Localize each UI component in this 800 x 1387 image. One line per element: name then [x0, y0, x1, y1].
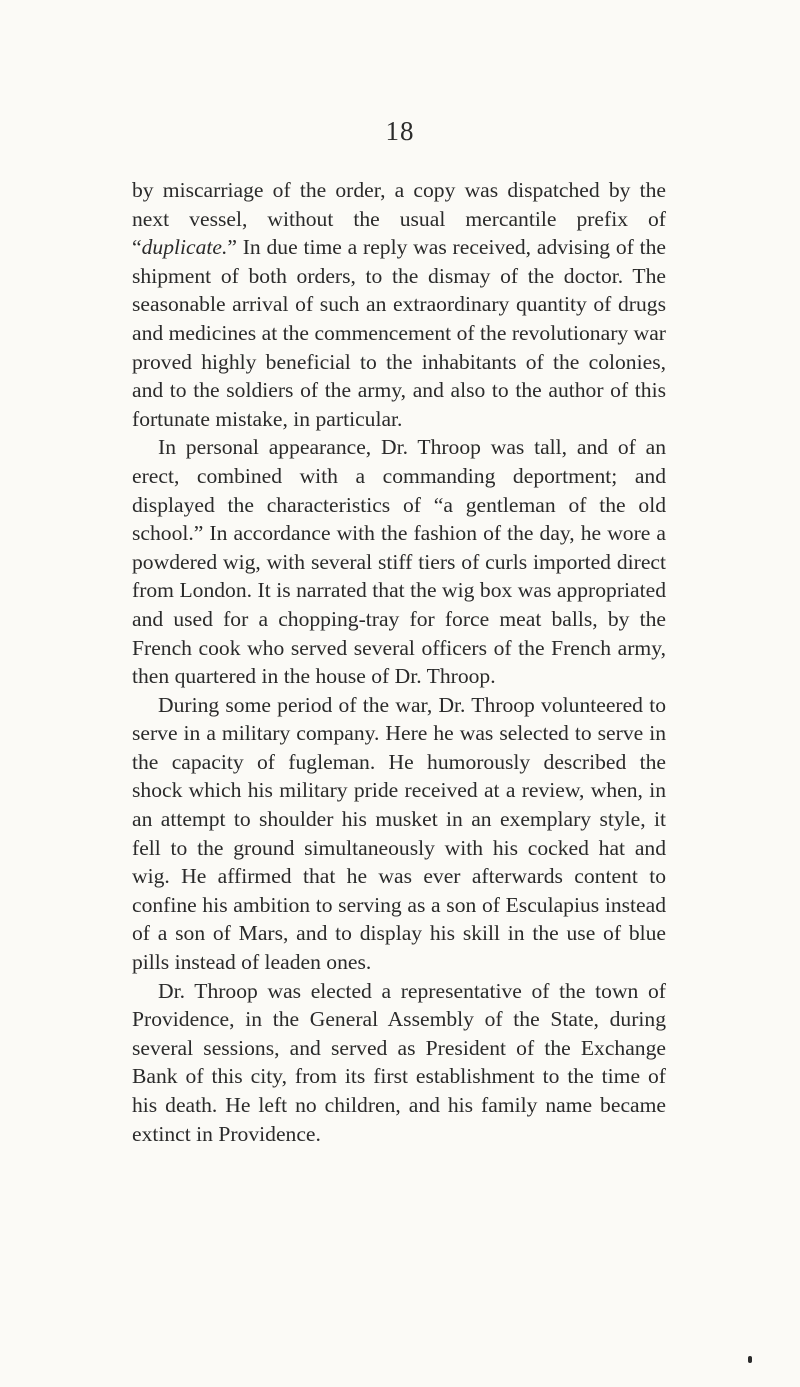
paragraph-personal-appearance: In personal appearance, Dr. Throop was tall, and of an erect, combined with a commanding deportment; and displayed the characteristics of “a gentleman of the old school.” In accordance with the fashion of the day, he wore a powdered wig, with several stiff tiers of curls imported direct from London. It is narrated that the wig box was appropriated and used for a chopping-tray for force meat balls, by the French cook who served several officers of the French army, then quartered in the house of Dr. Throop.	[132, 435, 666, 689]
paragraph-military-service: During some period of the war, Dr. Throop volunteered to serve in a military company. Here he was selected to serve in the capacity of fugleman. He humorously described the shock which his military pride received at a review, when, in an attempt to shoulder his musket in an exemplary style, it fell to the ground simultaneously with his cocked hat and wig. He affirmed that he was ever afterwards content to confine his ambition to serving as a son of Esculapius instead of a son of Mars, and to display his skill in the use of blue pills instead of leaden ones.	[132, 692, 666, 975]
emphasized-word-duplicate: duplicate.	[141, 235, 228, 260]
paragraph-continuation	[132, 176, 666, 433]
print-speck	[748, 1356, 752, 1363]
paragraph-1-text-start: by miscarriage of the order, a copy was dispatched by the next vessel, without the usual mercantile prefix of “	[132, 178, 666, 260]
paragraph-public-career: Dr. Throop was elected a representative of the town of Providence, in the General Assembly of the State, during several sessions, and served as President of the Exchange Bank of this city, from its first establishment to the time of his death. He left no children, and his family name became extinct in Providence.	[132, 978, 666, 1146]
paragraph-1-text-end: ” In due time a reply was received, advising of the shipment of both orders, to the dismay of the doctor. The seasonable arrival of such an extraordinary quantity of drugs and medicines at the commencement of the revolutionary war proved highly beneficial to the inhabitants of the colonies, and to the soldiers of the army, and also to the author of this fortunate mistake, in particular.	[132, 235, 666, 431]
page-number: 18	[385, 116, 415, 146]
body-text	[132, 176, 666, 1148]
